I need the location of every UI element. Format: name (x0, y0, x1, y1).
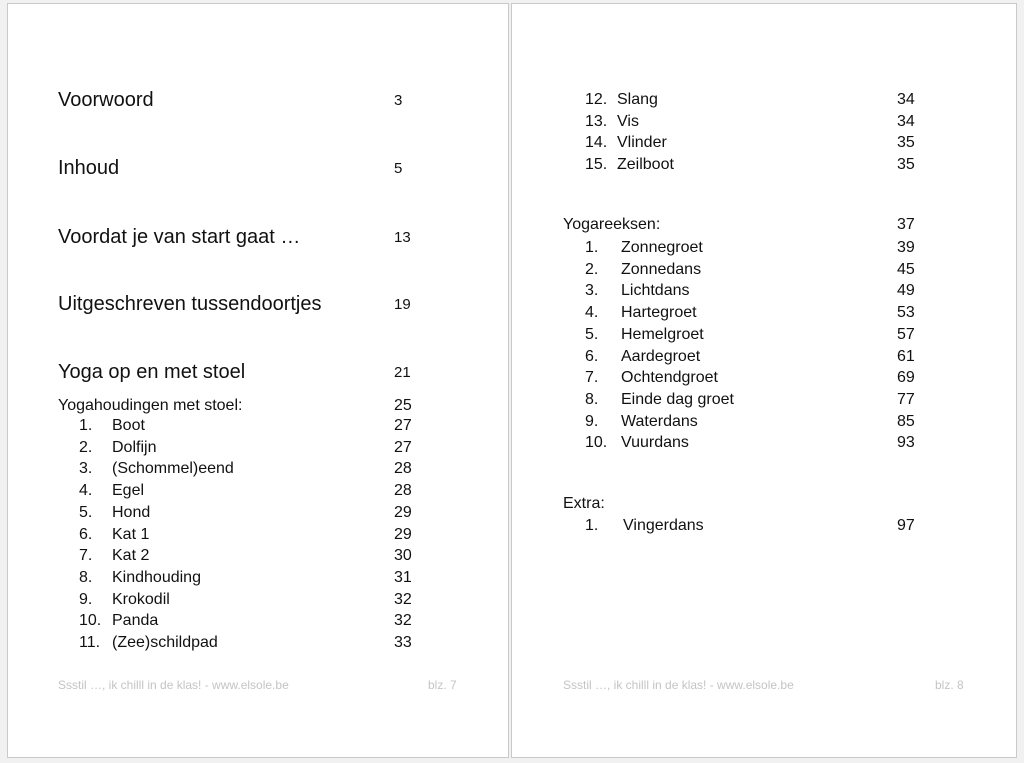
toc-item-label: Egel (112, 482, 145, 500)
toc-item-number: 3. (585, 282, 599, 300)
toc-section-page: 19 (394, 296, 411, 313)
toc-item-number: 14. (585, 134, 608, 152)
toc-item-number: 1. (79, 417, 93, 434)
footer-text: Ssstil …, ik chilll in de klas! - www.elsole.be (58, 678, 289, 692)
toc-item-page: 27 (394, 438, 412, 456)
toc-item-label: Zonnedans (621, 260, 702, 278)
toc-item-number: 8. (79, 568, 93, 586)
toc-item-label: Vuurdans (621, 434, 689, 452)
toc-item-number: 3. (79, 460, 93, 478)
toc-item-number: 8. (585, 390, 599, 408)
toc-item-label: Vis (617, 112, 639, 130)
toc-item-label: Aardegroet (621, 347, 701, 365)
toc-item-label: Hond (112, 503, 151, 521)
toc-item-label: Zeilboot (617, 156, 674, 174)
toc-item-label: Panda (112, 612, 159, 630)
toc-item-label: Hartegroet (621, 304, 697, 322)
toc-item-page: 93 (897, 434, 915, 452)
toc-item-number: 1. (585, 517, 599, 534)
toc-item-page: 29 (394, 503, 412, 521)
toc-item-label: Kindhouding (112, 568, 201, 586)
toc-item-label: Einde dag groet (621, 390, 734, 408)
toc-item-page: 45 (897, 260, 915, 278)
toc-subsection-page: 37 (897, 216, 915, 233)
toc-subsection-title: Yogareeksen: (563, 216, 661, 233)
toc-item-page: 30 (394, 547, 412, 565)
toc-item-label: Vingerdans (623, 517, 704, 534)
toc-item-number: 9. (585, 412, 599, 430)
toc-item-number: 5. (585, 325, 599, 343)
toc-item-page: 61 (897, 347, 915, 365)
toc-item-label: (Zee)schildpad (112, 634, 218, 651)
footer-page-number: blz. 7 (428, 678, 457, 692)
toc-item-page: 77 (897, 390, 915, 408)
toc-item-number: 13. (585, 112, 608, 130)
toc-item-label: Kat 1 (112, 525, 150, 543)
toc-item-page: 31 (394, 568, 412, 586)
toc-item-page: 97 (897, 517, 915, 534)
toc-section-page: 5 (394, 160, 403, 177)
toc-item-page: 85 (897, 412, 915, 430)
footer-page-number: blz. 8 (935, 678, 964, 692)
toc-item-number: 7. (79, 547, 93, 565)
toc-section-page: 13 (394, 229, 411, 246)
toc-section-title: Yoga op en met stoel (58, 361, 246, 383)
toc-section-title: Voordat je van start gaat … (58, 226, 301, 248)
footer-text: Ssstil …, ik chilll in de klas! - www.elsole.be (563, 678, 794, 692)
toc-item-page: 53 (897, 304, 915, 322)
toc-section-page: 21 (394, 364, 411, 381)
toc-item-number: 10. (585, 434, 608, 452)
toc-subsection-page: 25 (394, 397, 412, 414)
toc-item-page: 35 (897, 156, 915, 174)
toc-item-page: 28 (394, 482, 412, 500)
toc-item-label: Kat 2 (112, 547, 150, 565)
toc-item-number: 1. (585, 239, 599, 256)
toc-item-number: 11. (79, 634, 101, 651)
toc-item-page: 34 (897, 91, 915, 108)
toc-item-number: 7. (585, 369, 599, 387)
toc-item-label: Vlinder (617, 134, 667, 152)
toc-section-title: Voorwoord (58, 89, 154, 111)
toc-item-label: Lichtdans (621, 282, 690, 300)
toc-item-page: 39 (897, 239, 915, 256)
toc-item-label: Dolfijn (112, 438, 157, 456)
toc-item-number: 5. (79, 503, 93, 521)
toc-item-page: 32 (394, 612, 412, 630)
toc-section-page: 3 (394, 92, 403, 109)
toc-item-page: 35 (897, 134, 915, 152)
toc-item-label: Ochtendgroet (621, 369, 718, 387)
toc-subsection-title: Extra: (563, 495, 605, 512)
toc-item-number: 6. (79, 525, 93, 543)
right-page (511, 3, 1017, 758)
toc-item-number: 4. (79, 482, 93, 500)
toc-item-page: 27 (394, 417, 412, 434)
toc-item-number: 2. (585, 260, 599, 278)
toc-item-page: 29 (394, 525, 412, 543)
toc-section-title: Uitgeschreven tussendoortjes (58, 293, 322, 315)
toc-item-label: Zonnegroet (621, 239, 703, 256)
toc-section-title: Inhoud (58, 157, 120, 179)
toc-item-label: Hemelgroet (621, 325, 704, 343)
toc-item-number: 2. (79, 438, 93, 456)
left-page (7, 3, 509, 758)
toc-item-label: (Schommel)eend (112, 460, 234, 478)
toc-item-label: Boot (112, 417, 145, 434)
toc-item-number: 4. (585, 304, 599, 322)
toc-item-page: 33 (394, 634, 412, 651)
toc-item-label: Krokodil (112, 590, 170, 608)
toc-item-number: 15. (585, 156, 608, 174)
toc-item-page: 49 (897, 282, 915, 300)
toc-item-page: 69 (897, 369, 915, 387)
toc-item-page: 28 (394, 460, 412, 478)
toc-item-number: 12. (585, 91, 608, 108)
toc-item-number: 6. (585, 347, 599, 365)
toc-item-page: 32 (394, 590, 412, 608)
toc-item-page: 34 (897, 112, 915, 130)
toc-item-label: Waterdans (621, 412, 698, 430)
toc-subsection-title: Yogahoudingen met stoel: (58, 397, 243, 414)
toc-item-number: 10. (79, 612, 102, 630)
toc-item-page: 57 (897, 325, 915, 343)
toc-item-label: Slang (617, 91, 658, 108)
toc-item-number: 9. (79, 590, 93, 608)
